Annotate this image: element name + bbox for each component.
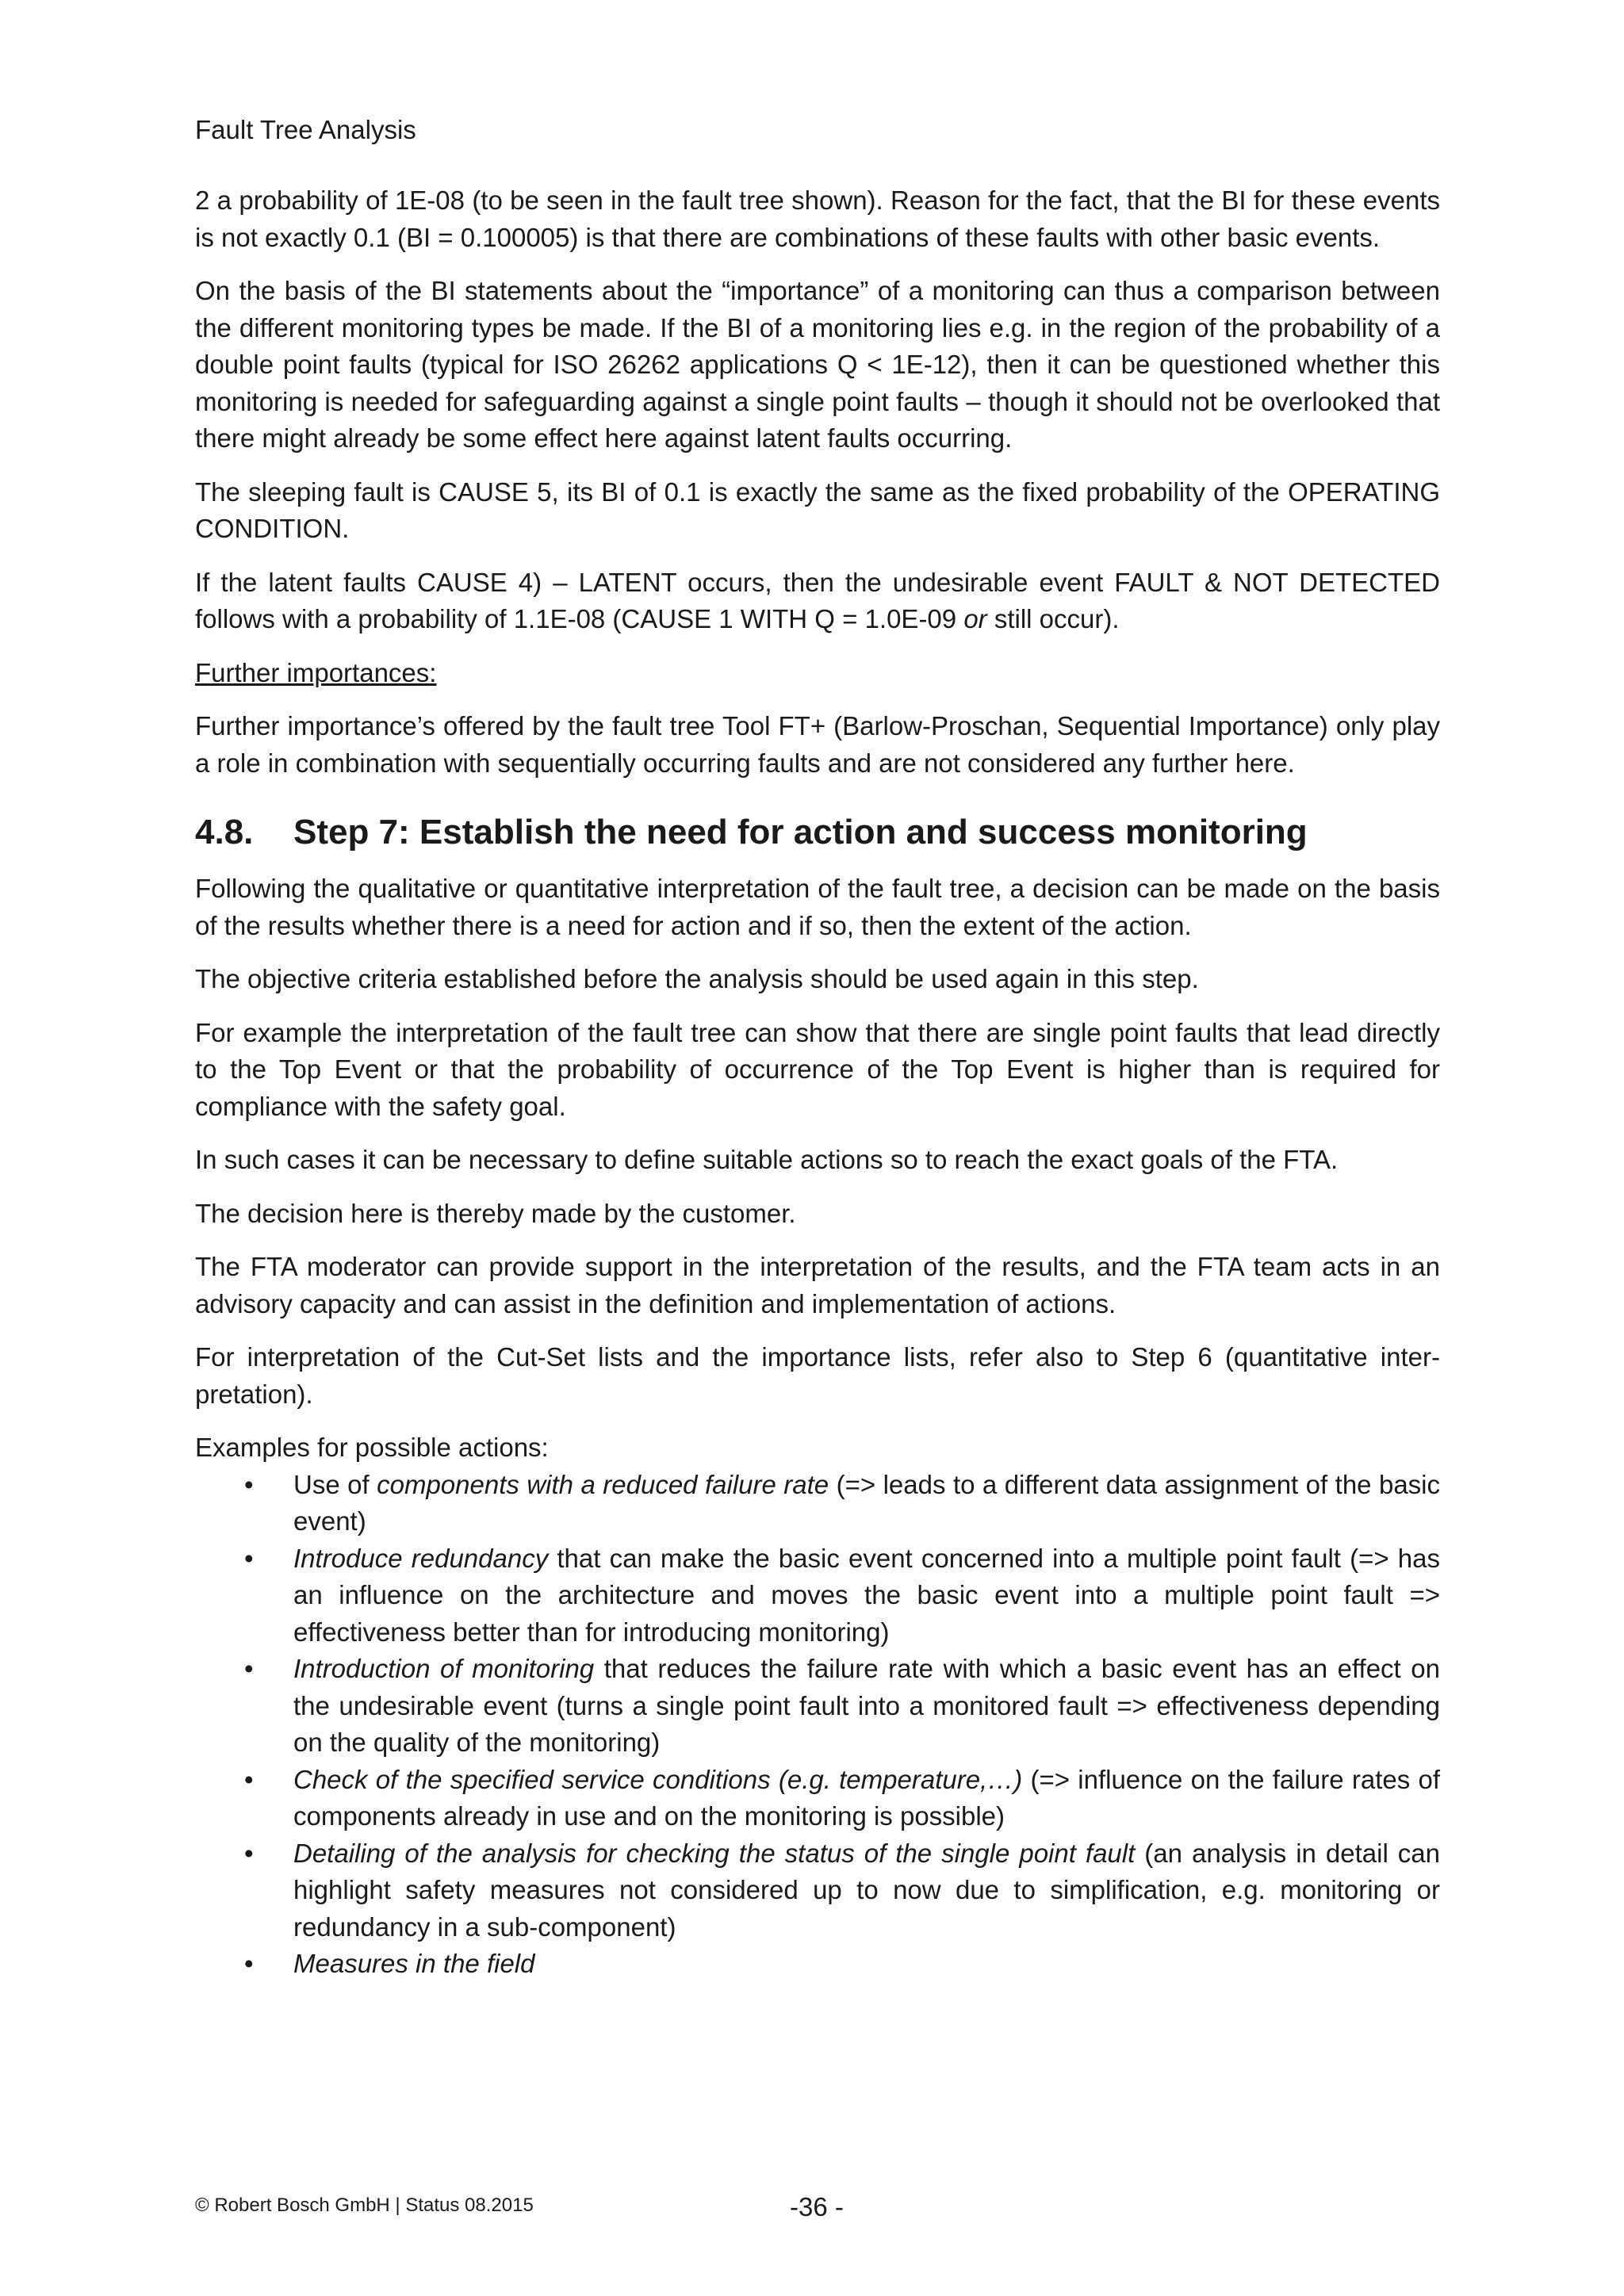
item-italic-text: Introduce redundancy — [293, 1543, 549, 1573]
section-number: 4.8. — [195, 813, 254, 851]
item-text-end: that can make the basic event concerned into a multiple point fault (=> has an influence on the architecture and moves the basic event into a multiple point fault => effectiveness better than for introducing monitoring) — [293, 1543, 1440, 1647]
list-item — [195, 1835, 1440, 1946]
latent-text-start: If the latent faults CAUSE 4) – LATENT occurs, then the undesirable event FAULT & NOT DETECTED follows with a probability of 1.1E-08 (CAUSE 1 WITH Q = 1.0E-09 — [195, 567, 1440, 633]
list-item — [195, 1467, 1440, 1540]
section-title: Step 7: Establish the need for action and success monitoring — [293, 813, 1308, 851]
item-text-end: that reduces the failure rate with which a basic event has an effect on the undesirable event (turns a single point fault into a monitored fault => effectiveness depending on the quality of the monitoring) — [293, 1654, 1440, 1757]
latent-text-italic: or — [963, 604, 987, 633]
paragraph-decision: Following the qualitative or quantitative interpretation of the fault tree, a decision can be made on the basis of the results whether there is a need for action and if so, then the extent of the action. — [195, 874, 1440, 940]
paragraph-suitable-actions: In such cases it can be necessary to define suitable actions so to reach the exact goals of the FTA. — [195, 1145, 1339, 1174]
list-item — [195, 1946, 1440, 1983]
further-importances-heading — [195, 655, 1440, 692]
item-text-end: (an analysis in detail can highlight safety measures not considered up to now due to simplification, e.g. monitoring or redundancy in a sub-component) — [293, 1838, 1440, 1942]
item-italic-text: components with a reduced failure rate — [377, 1469, 829, 1499]
item-italic-text: Detailing of the analysis for checking the status of the single point fault — [293, 1838, 1136, 1868]
list-item — [195, 1540, 1440, 1651]
paragraph-cut-set-reference: For interpretation of the Cut-Set lists and the importance lists, refer also to Step 6 (quantitative interpretation). — [195, 1342, 1440, 1409]
paragraph-objective-criteria: The objective criteria established before the analysis should be used again in this step. — [195, 964, 1199, 993]
bullet-icon: • — [244, 1469, 254, 1499]
section-heading — [195, 809, 1440, 856]
paragraph-latent-faults — [195, 564, 1440, 638]
list-item — [195, 1651, 1440, 1762]
list-item — [195, 1762, 1440, 1835]
item-italic-text: Introduction of monitoring — [293, 1654, 595, 1683]
paragraph-bi-comparison: On the basis of the BI statements about the “importance” of a monitoring can thus a comparison between the different monitoring types be made. If the BI of a monitoring lies e.g. in the region of the probability of a double point faults (typical for ISO 26262 applications Q < 1E-12), then it can be questioned whether this monitoring is needed for safeguarding against a single point faults – though it should not be overlooked that there might already be some effect here against latent faults occurring. — [195, 276, 1440, 453]
footer-copyright: © Robert Bosch GmbH | Status 08.2015 — [195, 2195, 534, 2216]
item-text-end: (=> influence on the failure rates of components already in use and on the monitoring is possible) — [293, 1764, 1440, 1831]
paragraph-customer-decision: The decision here is thereby made by the customer. — [195, 1198, 796, 1228]
page-content — [195, 111, 1440, 1983]
actions-list — [195, 1467, 1440, 1983]
paragraph-further-importances: Further importance’s offered by the fault tree Tool FT+ (Barlow-Proschan, Sequential Importance) only play a role in combination with sequentially occurring faults and are not considered any further here. — [195, 711, 1440, 778]
paragraph-example-interpretation: For example the interpretation of the fault tree can show that there are single point faults that lead directly to the Top Event or that the probability of occurrence of the Top Event is higher than is required for compliance with the safety goal. — [195, 1017, 1440, 1121]
paragraph-sleeping-fault: The sleeping fault is CAUSE 5, its BI of 0.1 is exactly the same as the fixed probability of the OPERATING CONDITION. — [195, 476, 1440, 543]
bullet-icon: • — [244, 1838, 254, 1868]
latent-text-end: still occur). — [986, 604, 1120, 633]
examples-intro: Examples for possible actions: — [195, 1433, 549, 1462]
bullet-icon: • — [244, 1949, 254, 1978]
page-number: -36 - — [790, 2192, 844, 2221]
item-italic-text: Check of the specified service conditions (e.g. temperature,…) — [293, 1764, 1023, 1794]
running-header: Fault Tree Analysis — [195, 115, 416, 144]
paragraph-bi-probability: 2 a probability of 1E-08 (to be seen in the fault tree shown). Reason for the fact, that the BI for these events is not exactly 0.1 (BI = 0.100005) is that there are combinations of these faults with other basic events. — [195, 186, 1440, 252]
item-text-end: (=> leads to a different data assignment of the basic event) — [293, 1469, 1441, 1536]
bullet-icon: • — [244, 1764, 254, 1794]
item-text-start: Use of — [293, 1469, 377, 1499]
bullet-icon: • — [244, 1654, 254, 1683]
item-italic-text: Measures in the field — [293, 1949, 535, 1978]
further-importances-label: Further importances: — [195, 657, 437, 687]
bullet-icon: • — [244, 1543, 254, 1573]
paragraph-moderator-support: The FTA moderator can provide support in the interpretation of the results, and the FTA team acts in an advisory capacity and can assist in the definition and implementation of actions. — [195, 1252, 1440, 1318]
